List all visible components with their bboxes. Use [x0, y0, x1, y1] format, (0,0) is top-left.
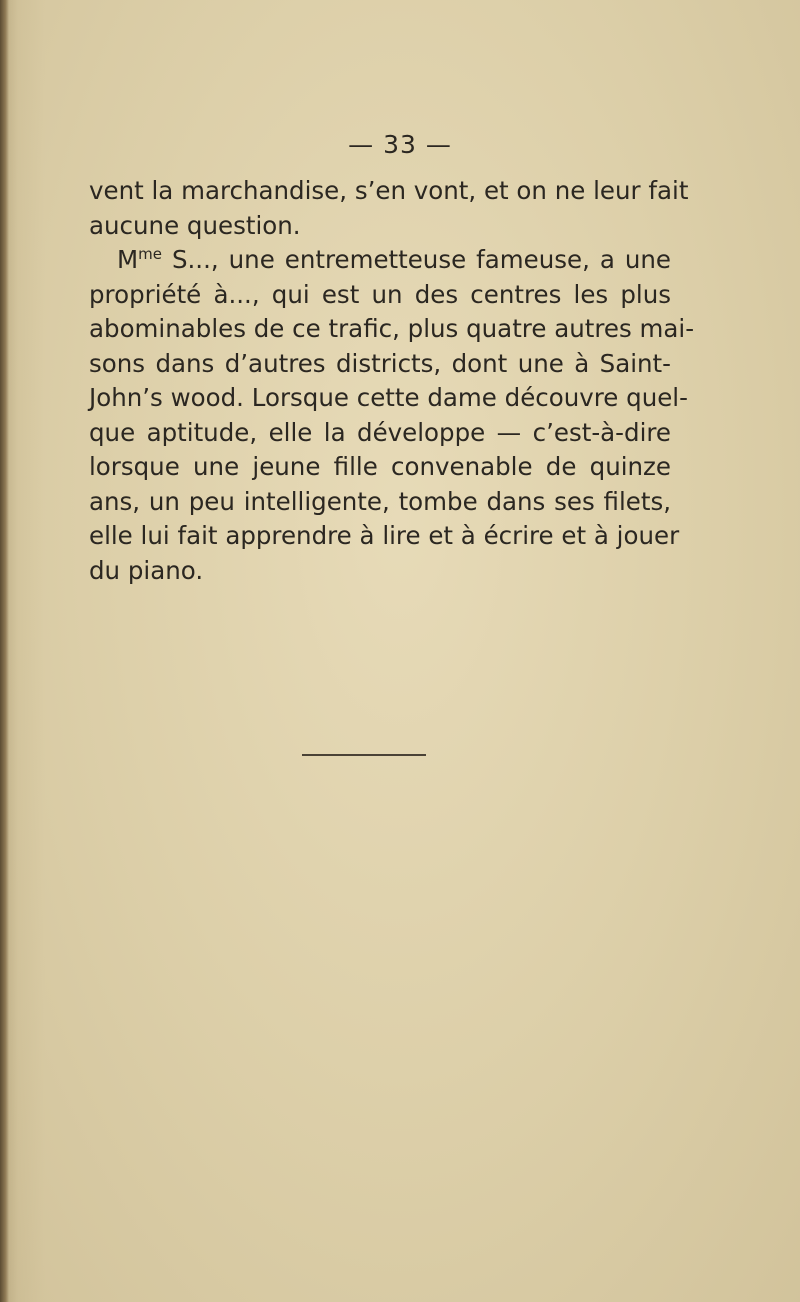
- text-line: abominables de ce trafic, plus quatre autres mai-: [89, 314, 695, 343]
- text-line: propriété à..., qui est un des centres les plus: [89, 279, 671, 309]
- section-end-rule: [302, 754, 426, 756]
- abbreviation-superscript: me: [138, 245, 162, 263]
- text-line: John’s wood. Lorsque cette dame découvre quel-: [89, 383, 688, 412]
- text-line: sons dans d’autres districts, dont une à Saint-: [89, 348, 671, 378]
- text-line: aucune question.: [89, 210, 301, 240]
- text-line: [89, 243, 671, 278]
- text-line: que aptitude, elle la développe — c’est-à-dire: [89, 417, 671, 447]
- book-binding-edge: [0, 0, 9, 1302]
- text-line: du piano.: [89, 555, 204, 585]
- text-line: vent la marchandise, s’en vont, et on ne leur fait: [89, 176, 689, 205]
- text-line: ans, un peu intelligente, tombe dans ses filets,: [89, 486, 671, 516]
- madame-abbreviation: [117, 245, 162, 274]
- text-line: lorsque une jeune fille convenable de quinze: [89, 452, 671, 481]
- page-number: — 33 —: [348, 130, 452, 159]
- body-text: [89, 174, 695, 588]
- text-line: elle lui fait apprendre à lire et à écrire et à jouer: [89, 521, 680, 550]
- text-line-rest: S..., une entremetteuse fameuse, a une: [161, 245, 671, 274]
- abbreviation-base: M: [117, 245, 139, 274]
